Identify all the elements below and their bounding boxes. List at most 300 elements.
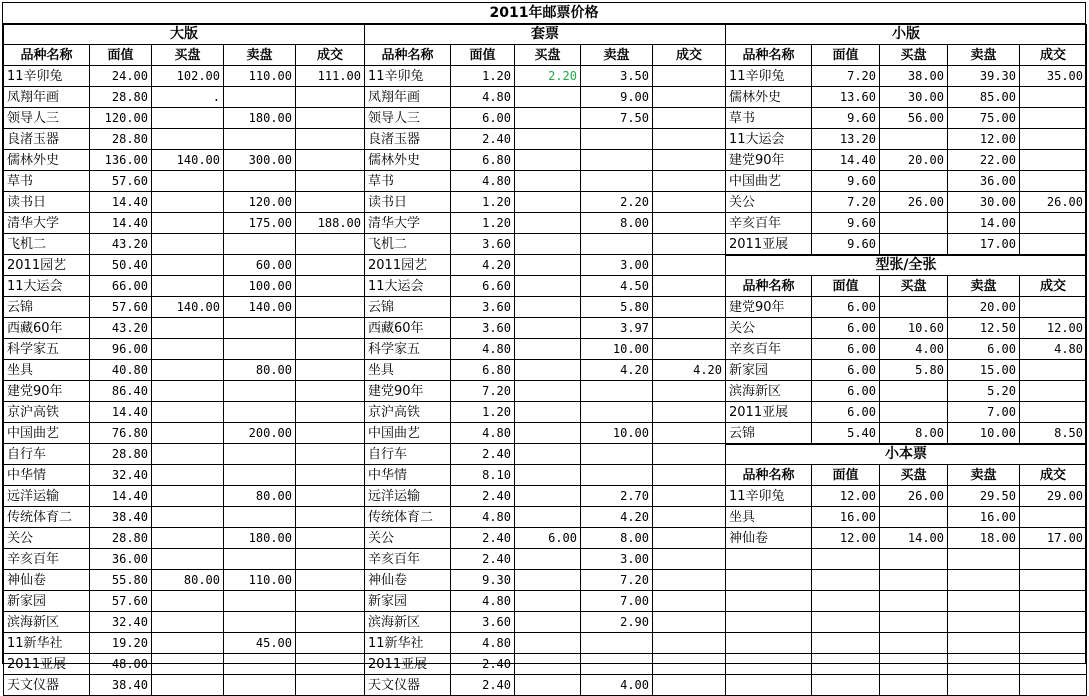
variety-name-cell[interactable]: 传统体育二	[365, 507, 451, 528]
deal-cell[interactable]	[653, 66, 726, 87]
deal-cell[interactable]	[653, 444, 726, 465]
empty-cell[interactable]	[812, 570, 880, 591]
variety-name-cell[interactable]: 京沪高铁	[4, 402, 90, 423]
deal-cell[interactable]	[653, 234, 726, 255]
bid-cell[interactable]: 140.00	[152, 297, 224, 318]
deal-cell[interactable]	[653, 570, 726, 591]
face-value-cell[interactable]: 2.40	[451, 486, 515, 507]
bid-cell[interactable]	[152, 402, 224, 423]
bid-cell[interactable]: 140.00	[152, 150, 224, 171]
empty-cell[interactable]	[880, 591, 948, 612]
face-value-cell[interactable]: 6.00	[812, 381, 880, 402]
deal-cell[interactable]	[296, 570, 365, 591]
face-value-cell[interactable]: 6.00	[812, 297, 880, 318]
face-value-cell[interactable]: 28.80	[90, 444, 152, 465]
face-value-cell[interactable]: 13.60	[812, 87, 880, 108]
variety-name-cell[interactable]: 关公	[726, 192, 812, 213]
bid-cell[interactable]	[152, 108, 224, 129]
variety-name-cell[interactable]: 读书日	[365, 192, 451, 213]
ask-cell[interactable]: 8.00	[581, 528, 653, 549]
face-value-cell[interactable]: 12.00	[812, 486, 880, 507]
variety-name-cell[interactable]: 天文仪器	[4, 675, 90, 696]
face-value-cell[interactable]: 48.00	[90, 654, 152, 675]
ask-cell[interactable]: 5.20	[948, 381, 1020, 402]
deal-cell[interactable]	[296, 318, 365, 339]
face-value-cell[interactable]: 28.80	[90, 129, 152, 150]
deal-cell[interactable]	[653, 507, 726, 528]
deal-cell[interactable]	[1020, 213, 1087, 234]
ask-cell[interactable]: 36.00	[948, 171, 1020, 192]
ask-cell[interactable]: 12.00	[948, 129, 1020, 150]
deal-cell[interactable]	[296, 654, 365, 675]
deal-cell[interactable]	[296, 423, 365, 444]
bid-cell[interactable]	[152, 507, 224, 528]
empty-cell[interactable]	[948, 549, 1020, 570]
face-value-cell[interactable]: 14.40	[90, 402, 152, 423]
ask-cell[interactable]	[581, 381, 653, 402]
deal-cell[interactable]	[653, 150, 726, 171]
deal-cell[interactable]	[653, 276, 726, 297]
deal-cell[interactable]	[1020, 150, 1087, 171]
ask-cell[interactable]: 10.00	[948, 423, 1020, 444]
bid-cell[interactable]: 5.80	[880, 360, 948, 381]
face-value-cell[interactable]: 7.20	[451, 381, 515, 402]
variety-name-cell[interactable]: 2011园艺	[4, 255, 90, 276]
deal-cell[interactable]	[1020, 108, 1087, 129]
variety-name-cell[interactable]: 神仙卷	[726, 528, 812, 549]
face-value-cell[interactable]: 57.60	[90, 591, 152, 612]
deal-cell[interactable]	[296, 612, 365, 633]
variety-name-cell[interactable]: 自行车	[365, 444, 451, 465]
ask-cell[interactable]	[224, 444, 296, 465]
variety-name-cell[interactable]: 11辛卯兔	[726, 486, 812, 507]
deal-cell[interactable]	[653, 612, 726, 633]
deal-cell[interactable]	[653, 255, 726, 276]
variety-name-cell[interactable]: 11辛卯兔	[726, 66, 812, 87]
bid-cell[interactable]	[515, 318, 581, 339]
deal-cell[interactable]: 188.00	[296, 213, 365, 234]
variety-name-cell[interactable]: 建党90年	[726, 297, 812, 318]
face-value-cell[interactable]: 3.60	[451, 234, 515, 255]
face-value-cell[interactable]: 40.80	[90, 360, 152, 381]
face-value-cell[interactable]: 14.40	[812, 150, 880, 171]
bid-cell[interactable]	[152, 654, 224, 675]
bid-cell[interactable]	[152, 591, 224, 612]
empty-cell[interactable]	[880, 570, 948, 591]
empty-cell[interactable]	[948, 570, 1020, 591]
ask-cell[interactable]: 7.50	[581, 108, 653, 129]
bid-cell[interactable]	[880, 381, 948, 402]
face-value-cell[interactable]: 28.80	[90, 528, 152, 549]
ask-cell[interactable]: 8.00	[581, 213, 653, 234]
ask-cell[interactable]: 7.00	[948, 402, 1020, 423]
ask-cell[interactable]: 7.00	[581, 591, 653, 612]
bid-cell[interactable]	[152, 255, 224, 276]
variety-name-cell[interactable]: 11大运会	[365, 276, 451, 297]
deal-cell[interactable]	[296, 486, 365, 507]
variety-name-cell[interactable]: 传统体育二	[4, 507, 90, 528]
face-value-cell[interactable]: 3.60	[451, 318, 515, 339]
deal-cell[interactable]	[296, 276, 365, 297]
ask-cell[interactable]: 45.00	[224, 633, 296, 654]
bid-cell[interactable]	[515, 276, 581, 297]
variety-name-cell[interactable]: 11辛卯兔	[4, 66, 90, 87]
ask-cell[interactable]: 110.00	[224, 66, 296, 87]
variety-name-cell[interactable]: 中国曲艺	[365, 423, 451, 444]
face-value-cell[interactable]: 7.20	[812, 192, 880, 213]
variety-name-cell[interactable]: 辛亥百年	[365, 549, 451, 570]
bid-cell[interactable]	[152, 675, 224, 696]
variety-name-cell[interactable]: 11新华社	[4, 633, 90, 654]
face-value-cell[interactable]: 3.60	[451, 612, 515, 633]
empty-cell[interactable]	[1020, 612, 1087, 633]
bid-cell[interactable]	[515, 402, 581, 423]
variety-name-cell[interactable]: 滨海新区	[365, 612, 451, 633]
variety-name-cell[interactable]: 2011亚展	[726, 234, 812, 255]
variety-name-cell[interactable]: 2011亚展	[4, 654, 90, 675]
ask-cell[interactable]: 85.00	[948, 87, 1020, 108]
empty-cell[interactable]	[880, 654, 948, 675]
deal-cell[interactable]	[1020, 297, 1087, 318]
deal-cell[interactable]	[1020, 129, 1087, 150]
ask-cell[interactable]: 39.30	[948, 66, 1020, 87]
deal-cell[interactable]	[653, 192, 726, 213]
variety-name-cell[interactable]: 良渚玉器	[365, 129, 451, 150]
face-value-cell[interactable]: 50.40	[90, 255, 152, 276]
ask-cell[interactable]: 3.97	[581, 318, 653, 339]
deal-cell[interactable]: 4.80	[1020, 339, 1087, 360]
ask-cell[interactable]	[224, 234, 296, 255]
variety-name-cell[interactable]: 建党90年	[4, 381, 90, 402]
bid-cell[interactable]	[152, 633, 224, 654]
empty-cell[interactable]	[948, 654, 1020, 675]
bid-cell[interactable]: 80.00	[152, 570, 224, 591]
face-value-cell[interactable]: 1.20	[451, 213, 515, 234]
empty-cell[interactable]	[1020, 549, 1087, 570]
deal-cell[interactable]	[296, 549, 365, 570]
face-value-cell[interactable]: 9.30	[451, 570, 515, 591]
variety-name-cell[interactable]: 坐具	[365, 360, 451, 381]
empty-cell[interactable]	[812, 591, 880, 612]
ask-cell[interactable]: 80.00	[224, 360, 296, 381]
ask-cell[interactable]	[224, 549, 296, 570]
face-value-cell[interactable]: 4.80	[451, 423, 515, 444]
face-value-cell[interactable]: 6.00	[812, 402, 880, 423]
face-value-cell[interactable]: 2.40	[451, 444, 515, 465]
ask-cell[interactable]	[581, 654, 653, 675]
face-value-cell[interactable]: 96.00	[90, 339, 152, 360]
variety-name-cell[interactable]: 飞机二	[4, 234, 90, 255]
ask-cell[interactable]	[581, 402, 653, 423]
bid-cell[interactable]	[515, 570, 581, 591]
ask-cell[interactable]	[581, 465, 653, 486]
face-value-cell[interactable]: 13.20	[812, 129, 880, 150]
bid-cell[interactable]	[880, 234, 948, 255]
variety-name-cell[interactable]: 领导人三	[365, 108, 451, 129]
variety-name-cell[interactable]: 中华情	[4, 465, 90, 486]
face-value-cell[interactable]: 6.00	[451, 108, 515, 129]
ask-cell[interactable]: 3.00	[581, 255, 653, 276]
ask-cell[interactable]: 175.00	[224, 213, 296, 234]
empty-cell[interactable]	[1020, 675, 1087, 696]
deal-cell[interactable]	[653, 591, 726, 612]
ask-cell[interactable]	[581, 171, 653, 192]
deal-cell[interactable]	[653, 465, 726, 486]
deal-cell[interactable]	[653, 339, 726, 360]
empty-cell[interactable]	[726, 591, 812, 612]
face-value-cell[interactable]: 2.40	[451, 654, 515, 675]
face-value-cell[interactable]: 9.60	[812, 234, 880, 255]
variety-name-cell[interactable]: 辛亥百年	[726, 339, 812, 360]
deal-cell[interactable]: 12.00	[1020, 318, 1087, 339]
variety-name-cell[interactable]: 云锦	[365, 297, 451, 318]
deal-cell[interactable]	[296, 192, 365, 213]
face-value-cell[interactable]: 43.20	[90, 318, 152, 339]
ask-cell[interactable]: 10.00	[581, 423, 653, 444]
ask-cell[interactable]: 3.50	[581, 66, 653, 87]
ask-cell[interactable]: 180.00	[224, 528, 296, 549]
bid-cell[interactable]: 8.00	[880, 423, 948, 444]
face-value-cell[interactable]: 120.00	[90, 108, 152, 129]
deal-cell[interactable]	[296, 87, 365, 108]
deal-cell[interactable]	[296, 171, 365, 192]
deal-cell[interactable]	[653, 171, 726, 192]
ask-cell[interactable]: 180.00	[224, 108, 296, 129]
ask-cell[interactable]	[224, 654, 296, 675]
ask-cell[interactable]: 300.00	[224, 150, 296, 171]
variety-name-cell[interactable]: 11大运会	[726, 129, 812, 150]
bid-cell[interactable]	[152, 486, 224, 507]
bid-cell[interactable]	[515, 129, 581, 150]
variety-name-cell[interactable]: 清华大学	[4, 213, 90, 234]
deal-cell[interactable]	[296, 507, 365, 528]
bid-cell[interactable]: 26.00	[880, 192, 948, 213]
bid-cell[interactable]	[515, 87, 581, 108]
variety-name-cell[interactable]: 自行车	[4, 444, 90, 465]
bid-cell[interactable]	[515, 171, 581, 192]
face-value-cell[interactable]: 36.00	[90, 549, 152, 570]
variety-name-cell[interactable]: 辛亥百年	[726, 213, 812, 234]
face-value-cell[interactable]: 4.80	[451, 339, 515, 360]
bid-cell[interactable]	[515, 339, 581, 360]
face-value-cell[interactable]: 7.20	[812, 66, 880, 87]
ask-cell[interactable]: 2.70	[581, 486, 653, 507]
face-value-cell[interactable]: 32.40	[90, 465, 152, 486]
ask-cell[interactable]	[224, 171, 296, 192]
variety-name-cell[interactable]: 科学家五	[365, 339, 451, 360]
bid-cell[interactable]: 4.00	[880, 339, 948, 360]
ask-cell[interactable]: 2.90	[581, 612, 653, 633]
deal-cell[interactable]	[653, 633, 726, 654]
deal-cell[interactable]	[296, 234, 365, 255]
face-value-cell[interactable]: 86.40	[90, 381, 152, 402]
face-value-cell[interactable]: 66.00	[90, 276, 152, 297]
ask-cell[interactable]: 5.80	[581, 297, 653, 318]
face-value-cell[interactable]: 43.20	[90, 234, 152, 255]
deal-cell[interactable]	[653, 318, 726, 339]
ask-cell[interactable]: 4.50	[581, 276, 653, 297]
face-value-cell[interactable]: 57.60	[90, 297, 152, 318]
deal-cell[interactable]: 4.20	[653, 360, 726, 381]
variety-name-cell[interactable]: 滨海新区	[726, 381, 812, 402]
face-value-cell[interactable]: 19.20	[90, 633, 152, 654]
variety-name-cell[interactable]: 天文仪器	[365, 675, 451, 696]
deal-cell[interactable]	[296, 675, 365, 696]
bid-cell[interactable]	[880, 171, 948, 192]
variety-name-cell[interactable]: 远洋运输	[365, 486, 451, 507]
bid-cell[interactable]	[515, 549, 581, 570]
variety-name-cell[interactable]: 建党90年	[365, 381, 451, 402]
ask-cell[interactable]: 60.00	[224, 255, 296, 276]
ask-cell[interactable]	[224, 507, 296, 528]
deal-cell[interactable]: 111.00	[296, 66, 365, 87]
variety-name-cell[interactable]: 中华情	[365, 465, 451, 486]
deal-cell[interactable]	[296, 108, 365, 129]
face-value-cell[interactable]: 8.10	[451, 465, 515, 486]
bid-cell[interactable]	[515, 192, 581, 213]
variety-name-cell[interactable]: 云锦	[4, 297, 90, 318]
bid-cell[interactable]	[515, 486, 581, 507]
variety-name-cell[interactable]: 11新华社	[365, 633, 451, 654]
face-value-cell[interactable]: 2.40	[451, 129, 515, 150]
bid-cell[interactable]	[515, 507, 581, 528]
ask-cell[interactable]: 4.20	[581, 360, 653, 381]
face-value-cell[interactable]: 2.40	[451, 675, 515, 696]
ask-cell[interactable]: 110.00	[224, 570, 296, 591]
bid-cell[interactable]	[152, 423, 224, 444]
face-value-cell[interactable]: 9.60	[812, 213, 880, 234]
bid-cell[interactable]	[515, 213, 581, 234]
variety-name-cell[interactable]: 飞机二	[365, 234, 451, 255]
bid-cell[interactable]	[152, 318, 224, 339]
empty-cell[interactable]	[812, 654, 880, 675]
face-value-cell[interactable]: 6.00	[812, 339, 880, 360]
deal-cell[interactable]	[653, 213, 726, 234]
deal-cell[interactable]: 35.00	[1020, 66, 1087, 87]
bid-cell[interactable]	[515, 675, 581, 696]
ask-cell[interactable]	[224, 465, 296, 486]
bid-cell[interactable]	[880, 507, 948, 528]
bid-cell[interactable]	[152, 381, 224, 402]
variety-name-cell[interactable]: 草书	[365, 171, 451, 192]
deal-cell[interactable]	[653, 381, 726, 402]
ask-cell[interactable]: 15.00	[948, 360, 1020, 381]
variety-name-cell[interactable]: 远洋运输	[4, 486, 90, 507]
empty-cell[interactable]	[880, 633, 948, 654]
bid-cell[interactable]	[152, 129, 224, 150]
ask-cell[interactable]	[224, 129, 296, 150]
variety-name-cell[interactable]: 领导人三	[4, 108, 90, 129]
variety-name-cell[interactable]: 滨海新区	[4, 612, 90, 633]
face-value-cell[interactable]: 4.80	[451, 87, 515, 108]
face-value-cell[interactable]: 38.40	[90, 507, 152, 528]
bid-cell[interactable]	[515, 591, 581, 612]
deal-cell[interactable]	[296, 528, 365, 549]
bid-cell[interactable]	[880, 129, 948, 150]
face-value-cell[interactable]: 1.20	[451, 402, 515, 423]
bid-cell[interactable]	[880, 213, 948, 234]
bid-cell[interactable]	[515, 654, 581, 675]
variety-name-cell[interactable]: 草书	[726, 108, 812, 129]
ask-cell[interactable]: 2.20	[581, 192, 653, 213]
ask-cell[interactable]	[224, 339, 296, 360]
variety-name-cell[interactable]: 中国曲艺	[4, 423, 90, 444]
ask-cell[interactable]: 6.00	[948, 339, 1020, 360]
variety-name-cell[interactable]: 2011亚展	[365, 654, 451, 675]
bid-cell[interactable]	[515, 381, 581, 402]
variety-name-cell[interactable]: 中国曲艺	[726, 171, 812, 192]
ask-cell[interactable]: 10.00	[581, 339, 653, 360]
ask-cell[interactable]: 12.50	[948, 318, 1020, 339]
empty-cell[interactable]	[1020, 591, 1087, 612]
deal-cell[interactable]	[296, 255, 365, 276]
bid-cell[interactable]	[152, 171, 224, 192]
bid-cell[interactable]	[880, 402, 948, 423]
face-value-cell[interactable]: 9.60	[812, 108, 880, 129]
variety-name-cell[interactable]: 西藏60年	[4, 318, 90, 339]
bid-cell[interactable]	[515, 444, 581, 465]
ask-cell[interactable]	[224, 318, 296, 339]
ask-cell[interactable]	[224, 591, 296, 612]
face-value-cell[interactable]: 4.80	[451, 633, 515, 654]
bid-cell[interactable]	[880, 297, 948, 318]
variety-name-cell[interactable]: 神仙卷	[365, 570, 451, 591]
ask-cell[interactable]	[224, 612, 296, 633]
face-value-cell[interactable]: 3.60	[451, 297, 515, 318]
bid-cell[interactable]	[152, 192, 224, 213]
bid-cell[interactable]: 56.00	[880, 108, 948, 129]
ask-cell[interactable]	[581, 444, 653, 465]
face-value-cell[interactable]: 4.80	[451, 507, 515, 528]
bid-cell[interactable]	[515, 633, 581, 654]
empty-cell[interactable]	[726, 570, 812, 591]
empty-cell[interactable]	[948, 633, 1020, 654]
face-value-cell[interactable]: 1.20	[451, 192, 515, 213]
bid-cell[interactable]	[152, 528, 224, 549]
empty-cell[interactable]	[726, 633, 812, 654]
variety-name-cell[interactable]: 新家园	[726, 360, 812, 381]
empty-cell[interactable]	[880, 675, 948, 696]
ask-cell[interactable]: 80.00	[224, 486, 296, 507]
ask-cell[interactable]: 9.00	[581, 87, 653, 108]
ask-cell[interactable]: 22.00	[948, 150, 1020, 171]
variety-name-cell[interactable]: 西藏60年	[365, 318, 451, 339]
bid-cell[interactable]: 14.00	[880, 528, 948, 549]
variety-name-cell[interactable]: 辛亥百年	[4, 549, 90, 570]
deal-cell[interactable]	[653, 654, 726, 675]
bid-cell[interactable]: 10.60	[880, 318, 948, 339]
face-value-cell[interactable]: 38.40	[90, 675, 152, 696]
deal-cell[interactable]	[296, 339, 365, 360]
ask-cell[interactable]: 17.00	[948, 234, 1020, 255]
deal-cell[interactable]	[1020, 171, 1087, 192]
ask-cell[interactable]	[581, 633, 653, 654]
bid-cell[interactable]	[515, 255, 581, 276]
ask-cell[interactable]: 140.00	[224, 297, 296, 318]
ask-cell[interactable]: 120.00	[224, 192, 296, 213]
variety-name-cell[interactable]: 读书日	[4, 192, 90, 213]
ask-cell[interactable]	[224, 381, 296, 402]
variety-name-cell[interactable]: 草书	[4, 171, 90, 192]
face-value-cell[interactable]: 4.80	[451, 591, 515, 612]
deal-cell[interactable]	[296, 444, 365, 465]
variety-name-cell[interactable]: 建党90年	[726, 150, 812, 171]
ask-cell[interactable]	[581, 234, 653, 255]
variety-name-cell[interactable]: 神仙卷	[4, 570, 90, 591]
ask-cell[interactable]: 4.20	[581, 507, 653, 528]
ask-cell[interactable]: 75.00	[948, 108, 1020, 129]
empty-cell[interactable]	[1020, 570, 1087, 591]
